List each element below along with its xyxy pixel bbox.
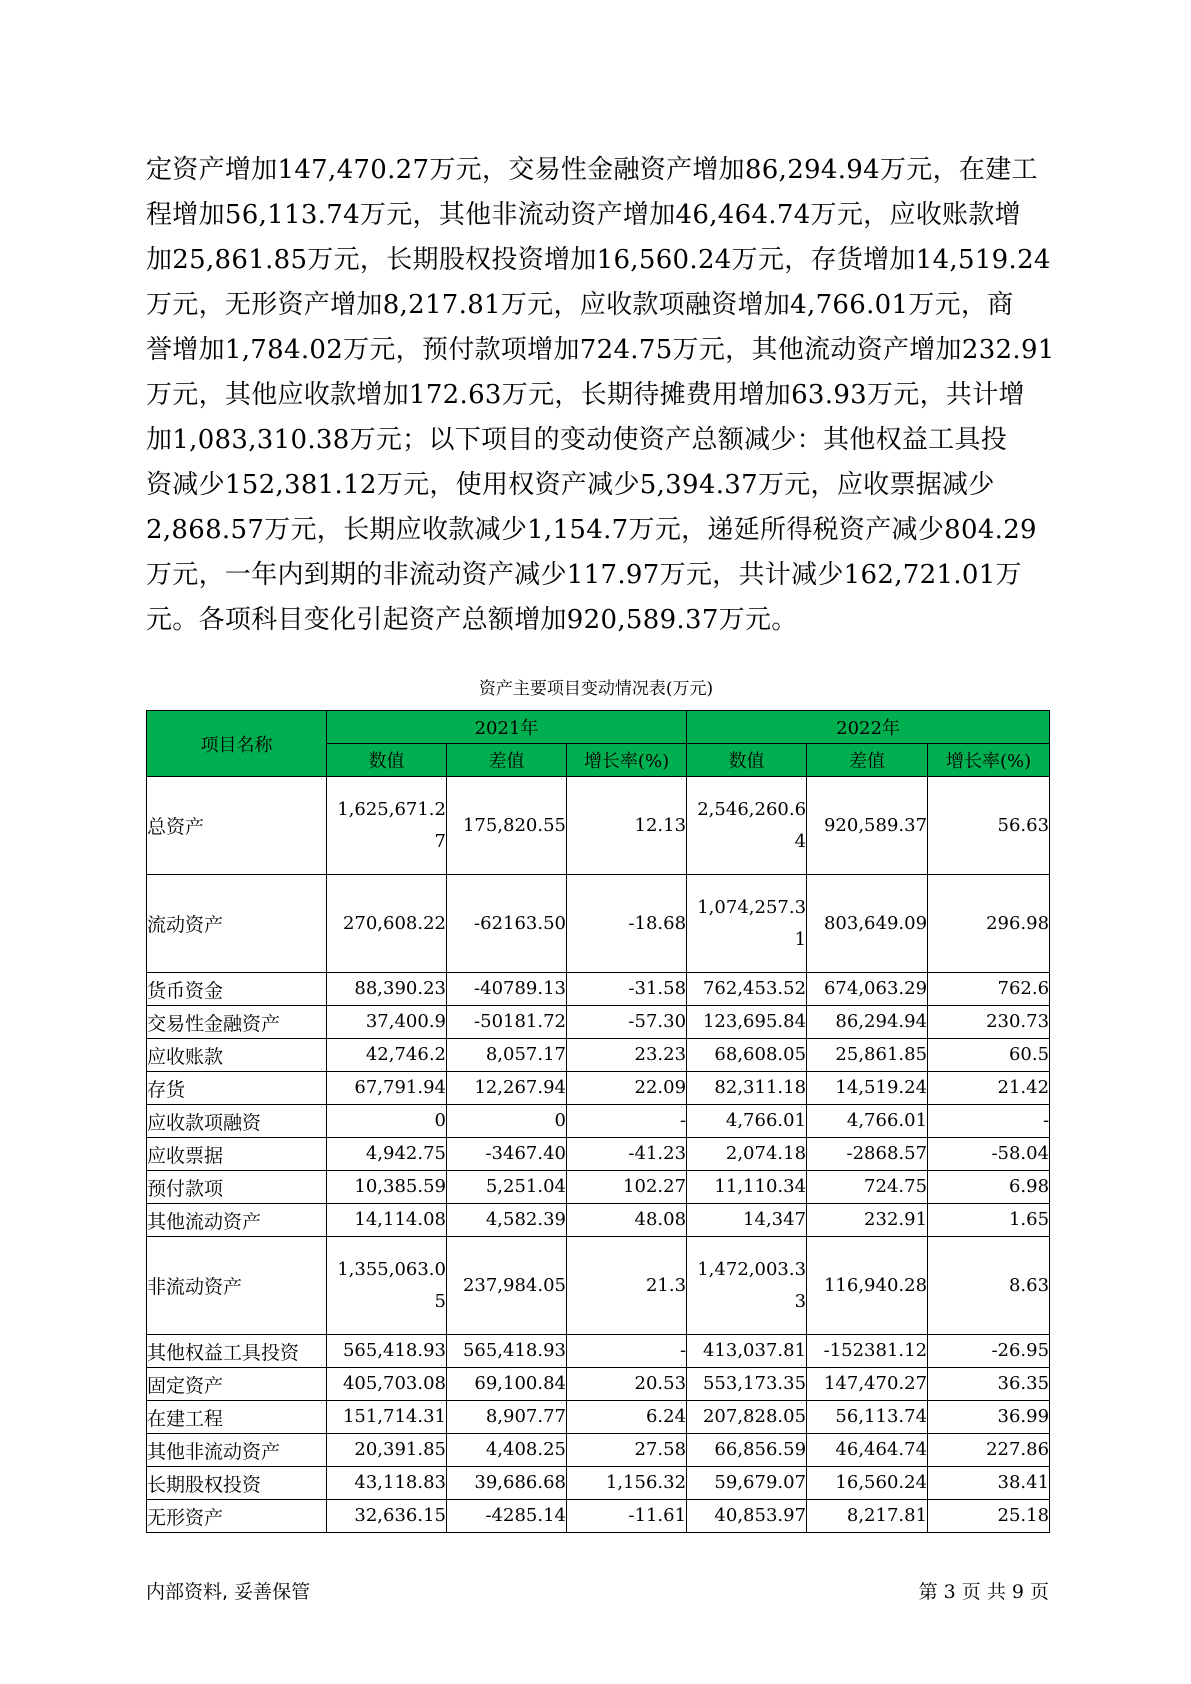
cell-value: 270,608.22 [327, 875, 447, 973]
cell-value: 8,057.17 [447, 1039, 567, 1072]
cell-value: 86,294.94 [807, 1006, 928, 1039]
cell-value: 32,636.15 [327, 1500, 447, 1533]
table-row [147, 1335, 1050, 1368]
cell-value: 6.24 [567, 1401, 687, 1434]
cell-value: 4,582.39 [447, 1204, 567, 1237]
row-label: 固定资产 [147, 1368, 327, 1401]
cell-value: 14,519.24 [807, 1072, 928, 1105]
row-label: 应收款项融资 [147, 1105, 327, 1138]
cell-value: 724.75 [807, 1171, 928, 1204]
paragraph-line: 万元，其他应收款增加172.63万元，长期待摊费用增加63.93万元，共计增 [146, 380, 1025, 410]
table-row [147, 1105, 1050, 1138]
header-value: 数值 [327, 744, 447, 777]
cell-value: 12.13 [567, 777, 687, 875]
cell-value: 42,746.2 [327, 1039, 447, 1072]
cell-value: 237,984.05 [447, 1237, 567, 1335]
table-row [147, 1204, 1050, 1237]
cell-value: 0 [447, 1105, 567, 1138]
row-label: 其他非流动资产 [147, 1434, 327, 1467]
header-year-2021: 2021年 [327, 711, 687, 744]
header-diff: 差值 [447, 744, 567, 777]
row-label: 存货 [147, 1072, 327, 1105]
cell-value: 46,464.74 [807, 1434, 928, 1467]
cell-value: 36.35 [928, 1368, 1050, 1401]
cell-value: 66,856.59 [687, 1434, 807, 1467]
cell-value: 565,418.93 [447, 1335, 567, 1368]
cell-value: 20.53 [567, 1368, 687, 1401]
table-row [147, 973, 1050, 1006]
row-label: 应收票据 [147, 1138, 327, 1171]
row-label: 流动资产 [147, 875, 327, 973]
cell-value: -11.61 [567, 1500, 687, 1533]
table-row [147, 1072, 1050, 1105]
cell-value: 5,251.04 [447, 1171, 567, 1204]
cell-value: 38.41 [928, 1467, 1050, 1500]
cell-value: 0 [327, 1105, 447, 1138]
table-row [147, 1006, 1050, 1039]
table-row [147, 875, 1050, 973]
row-label: 其他流动资产 [147, 1204, 327, 1237]
header-growth: 增长率(%) [567, 744, 687, 777]
cell-value: 920,589.37 [807, 777, 928, 875]
cell-value: -18.68 [567, 875, 687, 973]
cell-value: 1,355,063.05 [327, 1237, 447, 1335]
cell-value: 147,470.27 [807, 1368, 928, 1401]
table-row [147, 1368, 1050, 1401]
cell-value: 8,907.77 [447, 1401, 567, 1434]
cell-value: 39,686.68 [447, 1467, 567, 1500]
row-label: 货币资金 [147, 973, 327, 1006]
cell-value: -40789.13 [447, 973, 567, 1006]
cell-value: -2868.57 [807, 1138, 928, 1171]
cell-value: -152381.12 [807, 1335, 928, 1368]
cell-value: 803,649.09 [807, 875, 928, 973]
cell-value: 413,037.81 [687, 1335, 807, 1368]
cell-value: -50181.72 [447, 1006, 567, 1039]
cell-value: 11,110.34 [687, 1171, 807, 1204]
cell-value: 12,267.94 [447, 1072, 567, 1105]
paragraph-line: 万元，一年内到期的非流动资产减少117.97万元，共计减少162,721.01万 [146, 560, 1022, 590]
cell-value: 36.99 [928, 1401, 1050, 1434]
cell-value: 232.91 [807, 1204, 928, 1237]
paragraph-line: 元。各项科目变化引起资产总额增加920,589.37万元。 [146, 605, 798, 635]
row-label: 其他权益工具投资 [147, 1335, 327, 1368]
cell-value: -58.04 [928, 1138, 1050, 1171]
cell-value: 21.42 [928, 1072, 1050, 1105]
cell-value: 14,114.08 [327, 1204, 447, 1237]
cell-value: 405,703.08 [327, 1368, 447, 1401]
cell-value: 207,828.05 [687, 1401, 807, 1434]
table-row [147, 1237, 1050, 1335]
cell-value: 762.6 [928, 973, 1050, 1006]
cell-value: 227.86 [928, 1434, 1050, 1467]
cell-value: - [567, 1105, 687, 1138]
table-row [147, 1401, 1050, 1434]
cell-value: 102.27 [567, 1171, 687, 1204]
row-label: 非流动资产 [147, 1237, 327, 1335]
cell-value: 553,173.35 [687, 1368, 807, 1401]
paragraph-line: 资减少152,381.12万元，使用权资产减少5,394.37万元，应收票据减少 [146, 470, 995, 500]
cell-value: 25,861.85 [807, 1039, 928, 1072]
cell-value: 23.23 [567, 1039, 687, 1072]
cell-value: 69,100.84 [447, 1368, 567, 1401]
cell-value: 14,347 [687, 1204, 807, 1237]
row-label: 长期股权投资 [147, 1467, 327, 1500]
cell-value: 16,560.24 [807, 1467, 928, 1500]
paragraph-line: 2,868.57万元，长期应收款减少1,154.7万元，递延所得税资产减少804.29 [146, 515, 1037, 545]
table-row [147, 1138, 1050, 1171]
cell-value: 762,453.52 [687, 973, 807, 1006]
cell-value: 230.73 [928, 1006, 1050, 1039]
cell-value: -4285.14 [447, 1500, 567, 1533]
header-item-name: 项目名称 [147, 711, 327, 777]
cell-value: 88,390.23 [327, 973, 447, 1006]
cell-value: - [928, 1105, 1050, 1138]
cell-value: 59,679.07 [687, 1467, 807, 1500]
cell-value: 40,853.97 [687, 1500, 807, 1533]
row-label: 总资产 [147, 777, 327, 875]
cell-value: 25.18 [928, 1500, 1050, 1533]
cell-value: 27.58 [567, 1434, 687, 1467]
footer-page-number: 第 3 页 共 9 页 [918, 1581, 1049, 1603]
cell-value: 1,472,003.33 [687, 1237, 807, 1335]
cell-value: 123,695.84 [687, 1006, 807, 1039]
cell-value: 8.63 [928, 1237, 1050, 1335]
cell-value: -26.95 [928, 1335, 1050, 1368]
cell-value: 4,408.25 [447, 1434, 567, 1467]
paragraph-line: 程增加56,113.74万元，其他非流动资产增加46,464.74万元，应收账款增 [146, 200, 1021, 230]
cell-value: -41.23 [567, 1138, 687, 1171]
cell-value: 21.3 [567, 1237, 687, 1335]
cell-value: 1,074,257.31 [687, 875, 807, 973]
cell-value: - [567, 1335, 687, 1368]
cell-value: 6.98 [928, 1171, 1050, 1204]
paragraph-line: 誉增加1,784.02万元，预付款项增加724.75万元，其他流动资产增加232.91 [146, 335, 1055, 365]
cell-value: 1.65 [928, 1204, 1050, 1237]
body-paragraph [146, 148, 1055, 643]
header-growth: 增长率(%) [928, 744, 1050, 777]
table-row [147, 1434, 1050, 1467]
cell-value: 60.5 [928, 1039, 1050, 1072]
table-row [147, 1171, 1050, 1204]
row-label: 交易性金融资产 [147, 1006, 327, 1039]
header-diff: 差值 [807, 744, 928, 777]
cell-value: -31.58 [567, 973, 687, 1006]
row-label: 在建工程 [147, 1401, 327, 1434]
cell-value: -62163.50 [447, 875, 567, 973]
footer-confidential-note: 内部资料, 妥善保管 [146, 1581, 311, 1603]
cell-value: 151,714.31 [327, 1401, 447, 1434]
row-label: 无形资产 [147, 1500, 327, 1533]
cell-value: 116,940.28 [807, 1237, 928, 1335]
cell-value: 37,400.9 [327, 1006, 447, 1039]
table-row [147, 1467, 1050, 1500]
table-row [147, 1039, 1050, 1072]
asset-change-table [146, 710, 1050, 1533]
cell-value: 175,820.55 [447, 777, 567, 875]
cell-value: -3467.40 [447, 1138, 567, 1171]
cell-value: 68,608.05 [687, 1039, 807, 1072]
cell-value: 67,791.94 [327, 1072, 447, 1105]
table-caption: 资产主要项目变动情况表(万元) [478, 679, 714, 699]
cell-value: 2,074.18 [687, 1138, 807, 1171]
cell-value: 22.09 [567, 1072, 687, 1105]
cell-value: 674,063.29 [807, 973, 928, 1006]
cell-value: 4,766.01 [687, 1105, 807, 1138]
header-value: 数值 [687, 744, 807, 777]
cell-value: 4,942.75 [327, 1138, 447, 1171]
cell-value: 8,217.81 [807, 1500, 928, 1533]
row-label: 应收账款 [147, 1039, 327, 1072]
header-year-2022: 2022年 [687, 711, 1050, 744]
cell-value: 2,546,260.64 [687, 777, 807, 875]
paragraph-line: 万元，无形资产增加8,217.81万元，应收款项融资增加4,766.01万元，商 [146, 290, 1014, 320]
row-label: 预付款项 [147, 1171, 327, 1204]
cell-value: 1,625,671.27 [327, 777, 447, 875]
cell-value: -57.30 [567, 1006, 687, 1039]
paragraph-line: 加25,861.85万元，长期股权投资增加16,560.24万元，存货增加14,519.24 [146, 245, 1051, 275]
paragraph-line: 定资产增加147,470.27万元，交易性金融资产增加86,294.94万元，在建工 [146, 155, 1038, 185]
cell-value: 565,418.93 [327, 1335, 447, 1368]
table-row [147, 1500, 1050, 1533]
cell-value: 48.08 [567, 1204, 687, 1237]
table-row [147, 777, 1050, 875]
cell-value: 4,766.01 [807, 1105, 928, 1138]
cell-value: 296.98 [928, 875, 1050, 973]
cell-value: 43,118.83 [327, 1467, 447, 1500]
cell-value: 56.63 [928, 777, 1050, 875]
cell-value: 82,311.18 [687, 1072, 807, 1105]
cell-value: 56,113.74 [807, 1401, 928, 1434]
cell-value: 1,156.32 [567, 1467, 687, 1500]
cell-value: 20,391.85 [327, 1434, 447, 1467]
cell-value: 10,385.59 [327, 1171, 447, 1204]
paragraph-line: 加1,083,310.38万元；以下项目的变动使资产总额减少：其他权益工具投 [146, 425, 1008, 455]
